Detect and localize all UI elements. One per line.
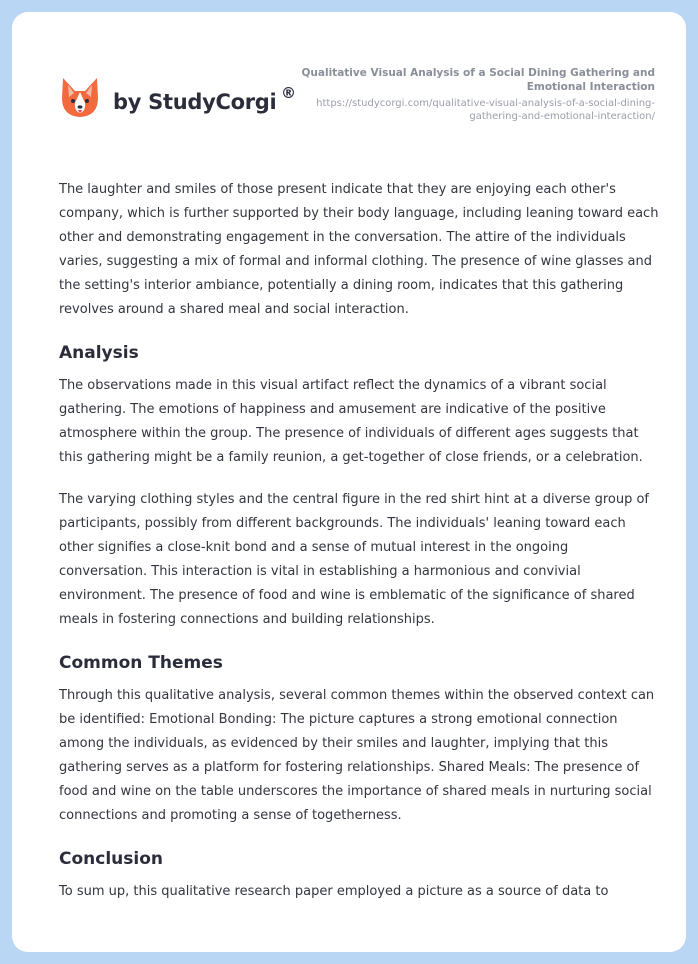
page-header [12, 12, 686, 152]
conclusion-heading: Conclusion [59, 849, 163, 869]
analysis-paragraph-2: The varying clothing styles and the central figure in the red shirt hint at a diverse group of participants, possibly from different backgrounds. The individuals' leaning toward each other signifies a close-knit bond and a sense of mutual interest in the ongoing conversation. This interaction is vital in establishing a harmonious and convivial environment. The presence of food and wine is emblematic of the significance of shared meals in fostering connections and building relationships. [59, 492, 649, 627]
themes-paragraph: Through this qualitative analysis, several common themes within the observed context can be identified: Emotional Bonding: The picture captures a strong emotional connection among the individuals, as evidenced by their smiles and laughter, implying that this gathering serves as a platform for fostering relationships. Shared Meals: The presence of food and wine on the table underscores the importance of shared meals in nurturing social connections and promoting a sense of togetherness. [59, 688, 655, 823]
document-meta [295, 66, 655, 123]
registered-mark: ® [281, 84, 296, 102]
analysis-paragraph-1: The observations made in this visual artifact reflect the dynamics of a vibrant social gathering. The emotions of happiness and amusement are indicative of the positive atmosphere within the group. The presence of individuals of different ages suggests that this gathering might be a family reunion, a get-together of close friends, or a celebration. [59, 378, 643, 465]
corgi-icon [60, 76, 100, 120]
document-title: Qualitative Visual Analysis of a Social Dining Gathering and Emotional Interaction [301, 67, 655, 93]
studycorgi-logo[interactable] [60, 76, 310, 128]
article-body [59, 178, 659, 922]
document-url[interactable]: https://studycorgi.com/qualitative-visual-analysis-of-a-social-dining-gathering-and-emotional-interaction/ [316, 98, 655, 122]
intro-paragraph: The laughter and smiles of those present indicate that they are enjoying each other's company, which is further supported by their body language, including leaning toward each other and demonstrating engagement in the conversation. The attire of the individuals varies, suggesting a mix of formal and informal clothing. The presence of wine glasses and the setting's interior ambiance, potentially a dining room, indicates that this gathering revolves around a shared meal and social interaction. [59, 182, 659, 317]
conclusion-paragraph: To sum up, this qualitative research paper employed a picture as a source of data to [59, 884, 609, 899]
themes-heading: Common Themes [59, 653, 223, 673]
analysis-heading: Analysis [59, 343, 139, 363]
brand-name: by StudyCorgi [113, 90, 277, 114]
document-page [12, 12, 686, 952]
